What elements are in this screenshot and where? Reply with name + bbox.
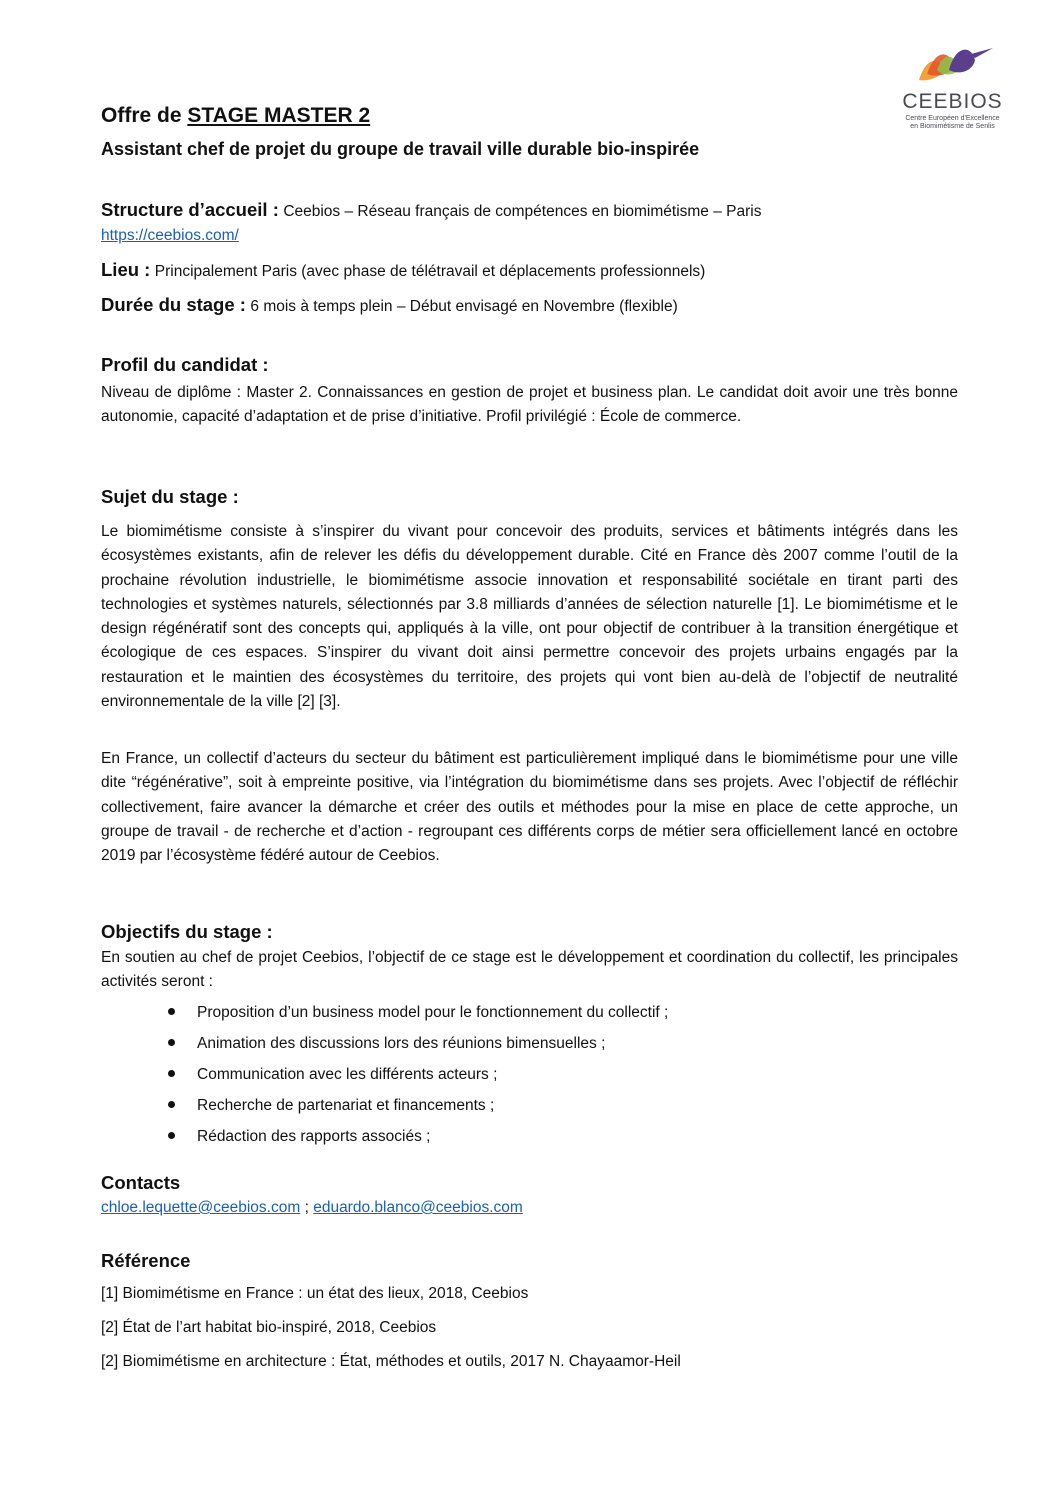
- page-subtitle: Assistant chef de projet du groupe de travail ville durable bio-inspirée: [101, 139, 700, 159]
- profil-text: Niveau de diplôme : Master 2. Connaissances en gestion de projet et business plan. Le candidat doit avoir une très bonne autonomie, capacité d’adaptation et de prise d’initiative. Profil privilégié : École de commerce.: [101, 384, 958, 426]
- structure-label: Structure d’accueil :: [101, 199, 279, 220]
- list-item-text: Rédaction des rapports associés ;: [197, 1128, 431, 1145]
- list-item: [101, 1063, 668, 1094]
- bullet-icon: [168, 1039, 175, 1046]
- contacts-line: [101, 1199, 523, 1217]
- bullet-icon: [168, 1008, 175, 1015]
- sujet-title: Sujet du stage :: [101, 486, 239, 507]
- list-item-text: Recherche de partenariat et financements ;: [197, 1097, 495, 1114]
- contact-email-2[interactable]: eduardo.blanco@ceebios.com: [313, 1199, 523, 1216]
- ceebios-logo: [895, 40, 1010, 135]
- title-prefix: Offre de: [101, 104, 188, 127]
- contact-email-1[interactable]: chloe.lequette@ceebios.com: [101, 1199, 301, 1216]
- logo-tagline-line-2: en Biomimétisme de Senlis: [910, 123, 995, 130]
- page-title: [101, 104, 370, 128]
- objectifs-title: Objectifs du stage :: [101, 921, 273, 942]
- list-item: [101, 1125, 668, 1156]
- duree-line: [101, 294, 678, 316]
- lieu-line: [101, 259, 705, 281]
- objectifs-intro: En soutien au chef de projet Ceebios, l’objectif de ce stage est le développement et coordination du collectif, les principales activités seront :: [101, 949, 958, 991]
- contact-separator: ;: [300, 1199, 314, 1216]
- profil-title: Profil du candidat :: [101, 354, 269, 375]
- structure-line: [101, 199, 761, 221]
- title-highlight: STAGE MASTER 2: [187, 104, 371, 127]
- sujet-paragraph-2: En France, un collectif d’acteurs du secteur du bâtiment est particulièrement impliqué dans le biomimétisme pour une ville dite “régénérative”, soit à empreinte positive, via l’intégration du biomimétisme dans ses projets. Avec l’objectif de réfléchir collectivement, faire avancer la démarche et créer des outils et méthodes pour la mise en place de cette approche, un groupe de travail - de recherche et d’action - regroupant ces différents corps de métier sera officiellement lancé en octobre 2019 par l’écosystème fédéré autour de Ceebios.: [101, 750, 958, 865]
- list-item: [101, 1001, 668, 1032]
- sujet-paragraph-1: Le biomimétisme consiste à s’inspirer du vivant pour concevoir des produits, services et bâtiments intégrés dans les écosystèmes existants, afin de relever les défis du développement durable. Cité en France dès 2007 comme l’outil de la prochaine révolution industrielle, le biomimétisme associe innovation et responsabilité sociétale en tirant parti des technologies et systèmes naturels, sélectionnés par 3.8 milliards d’années de sélection naturelle [1]. Le biomimétisme et le design régénératif sont des concepts qui, appliqués à la ville, ont pour objectif de contribuer à la transition énergétique et écologique de ces espaces. S’inspirer du vivant doit ainsi permettre concevoir des projets urbains engagés par la restauration et le maintien des écosystèmes du territoire, des projets qui vont bien au-delà de l’objectif de neutralité environnementale de la ville [2] [3].: [101, 523, 958, 711]
- logo-tagline-line-1: Centre Européen d'Excellence: [905, 115, 1000, 122]
- duree-value: 6 mois à temps plein – Début envisagé en Novembre (flexible): [250, 298, 678, 315]
- list-item-text: Communication avec les différents acteurs ;: [197, 1066, 498, 1083]
- list-item-text: Proposition d’un business model pour le fonctionnement du collectif ;: [197, 1004, 669, 1021]
- logo-name: CEEBIOS: [902, 90, 1003, 113]
- list-item-text: Animation des discussions lors des réunions bimensuelles ;: [197, 1035, 606, 1052]
- duree-label: Durée du stage :: [101, 294, 246, 315]
- bullet-icon: [168, 1101, 175, 1108]
- reference-item: [2] État de l’art habitat bio-inspiré, 2018, Ceebios: [101, 1319, 437, 1336]
- lieu-label: Lieu :: [101, 259, 151, 280]
- reference-item: [1] Biomimétisme en France : un état des lieux, 2018, Ceebios: [101, 1285, 529, 1302]
- logo-tagline: [895, 115, 1010, 131]
- structure-link-line: [101, 227, 239, 245]
- bullet-icon: [168, 1132, 175, 1139]
- lieu-value: Principalement Paris (avec phase de télétravail et déplacements professionnels): [154, 263, 706, 280]
- hummingbird-icon: [915, 40, 995, 92]
- reference-title: Référence: [101, 1250, 191, 1271]
- objectifs-list: [101, 1001, 668, 1156]
- structure-link[interactable]: https://ceebios.com/: [101, 227, 239, 244]
- list-item: [101, 1032, 668, 1063]
- contacts-title: Contacts: [101, 1172, 181, 1193]
- bullet-icon: [168, 1070, 175, 1077]
- reference-item: [2] Biomimétisme en architecture : État, méthodes et outils, 2017 N. Chayaamor-Heil: [101, 1353, 681, 1370]
- structure-value: Ceebios – Réseau français de compétences en biomimétisme – Paris: [283, 203, 762, 220]
- list-item: [101, 1094, 668, 1125]
